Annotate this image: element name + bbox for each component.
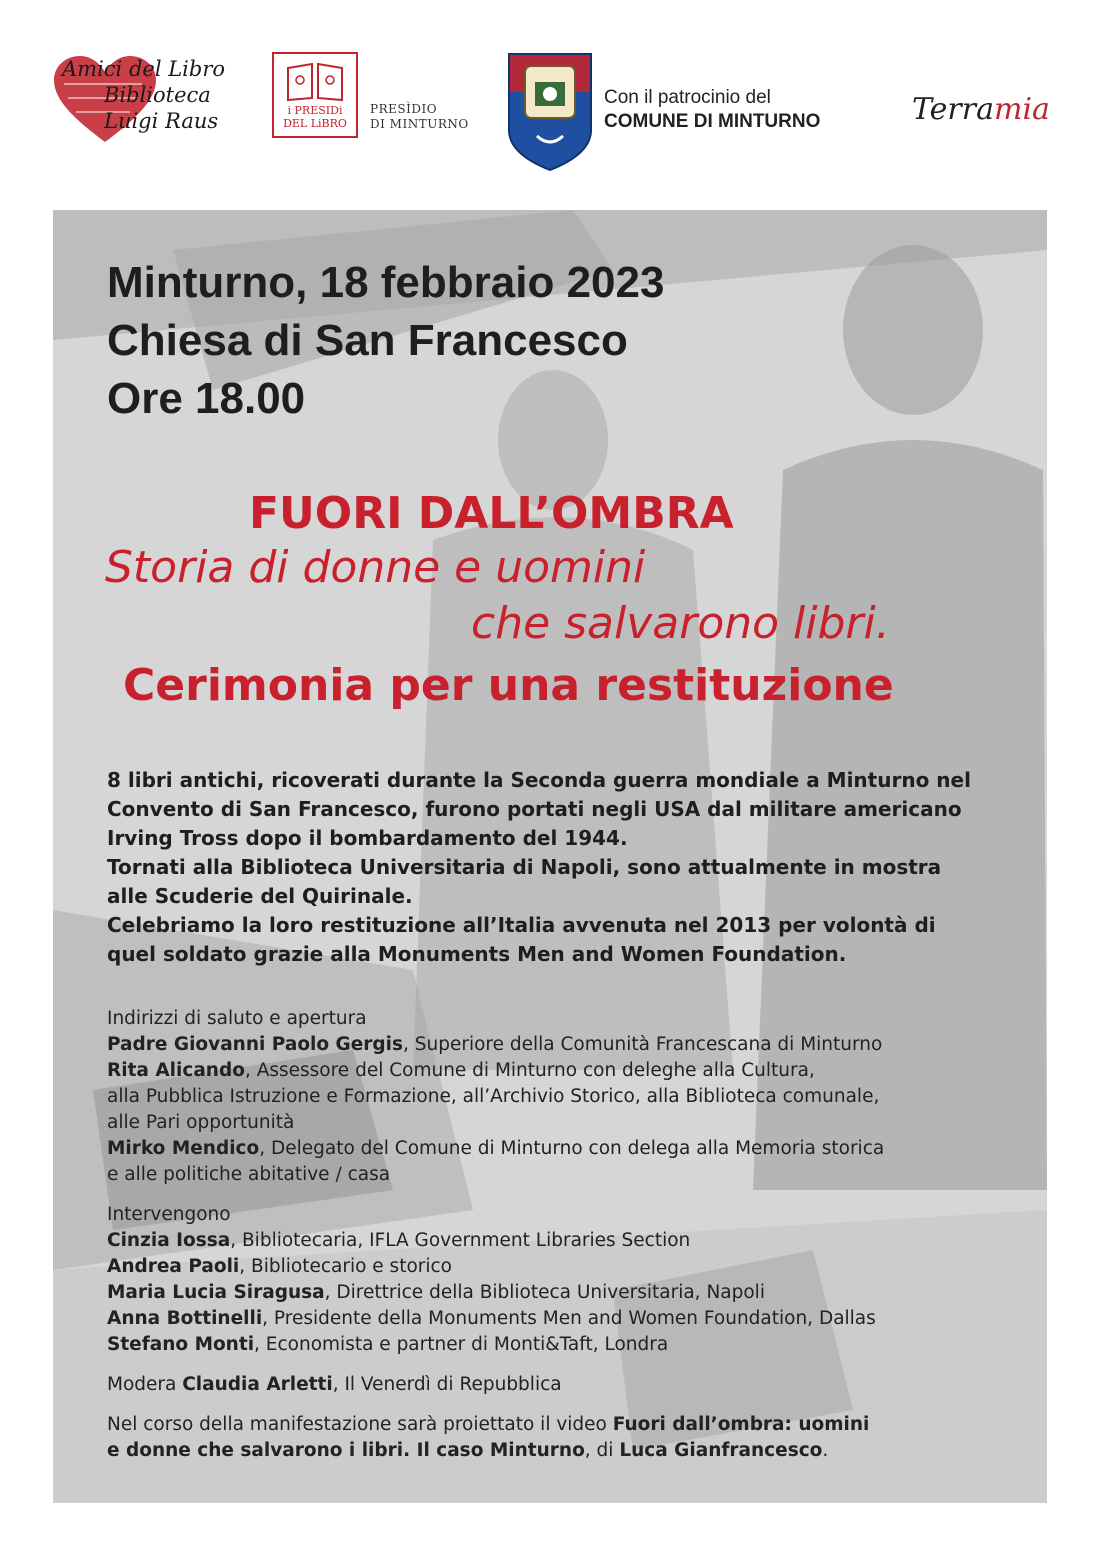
description [107,766,1037,969]
presidi-label [274,104,356,130]
presidio-line-2: DI MINTURNO [370,117,469,131]
video-text: , di [584,1440,620,1461]
poster-content [53,210,1047,1503]
patrocinio-line-2: COMUNE DI MINTURNO [604,111,821,132]
person-name: Cinzia Iossa [107,1230,231,1251]
description-line: Convento di San Francesco, furono portati negli USA dal militare americano [107,797,962,821]
event-date: Minturno, 18 febbraio 2023 [107,258,665,307]
speaker-item [107,1332,1037,1358]
greeting-item-cont: e alle politiche abitative / casa [107,1164,391,1185]
video-author: Luca Gianfrancesco [619,1440,823,1461]
person-name: Maria Lucia Siragusa [107,1282,325,1303]
terramia-part-2: mia [994,92,1050,127]
speaker-item [107,1280,1037,1306]
ceremony-title: Cerimonia per una restituzione [123,660,894,711]
video-title: Fuori dall’ombra: uomini [612,1414,870,1435]
foundation-name: Monuments Men and Women Foundation [377,942,839,966]
poster [53,210,1047,1503]
speaker-item [107,1306,1037,1332]
amici-text [62,56,225,134]
speakers-heading: Intervengono [107,1204,231,1225]
spacer [107,1398,1037,1412]
person-name: Padre Giovanni Paolo Gergis [107,1034,403,1055]
spacer [107,1188,1037,1202]
moderator [107,1372,1037,1398]
person-role: , Presidente della Monuments Men and Women Foundation, Dallas [262,1308,876,1329]
person-name: Stefano Monti [107,1334,255,1355]
minturno-crest-icon [507,52,593,172]
irving-tross-name: Irving Tross [107,826,239,850]
program [107,1006,1037,1464]
description-text: quel soldato grazie alla [107,942,378,966]
subtitle-line-2: che salvarono libri. [471,598,890,649]
moderator-prefix: Modera [107,1374,183,1395]
person-name: Andrea Paoli [107,1256,240,1277]
patrocinio-line-1: Con il patrocinio del [604,87,771,108]
person-role: , Assessore del Comune di Minturno con deleghe alla Cultura, [244,1060,815,1081]
person-role: , Bibliotecario e storico [239,1256,452,1277]
description-line [107,940,1037,969]
greeting-item-cont: alla Pubblica Istruzione e Formazione, all’Archivio Storico, alla Biblioteca comunale, [107,1086,880,1107]
description-line: 8 libri antichi, ricoverati durante la Seconda guerra mondiale a Minturno nel [107,768,971,792]
description-line: alle Scuderie del Quirinale. [107,884,413,908]
patrocinio-text [604,86,820,134]
person-name: Claudia Arletti [182,1374,333,1395]
books-icon [284,62,346,102]
spacer [107,1358,1037,1372]
amici-line-2: Biblioteca [104,83,211,107]
event-info [107,254,664,428]
amici-del-libro-logo [50,50,250,150]
amici-line-1: Amici del Libro [62,57,225,81]
greetings-heading: Indirizzi di saluto e apertura [107,1008,367,1029]
description-line: Tornati alla Biblioteca Universitaria di Napoli, sono attualmente in mostra [107,855,942,879]
presidio-minturno-text [370,102,469,132]
main-title: FUORI DALL’OMBRA [249,488,734,539]
header [0,0,1100,200]
greeting-item [107,1032,1037,1058]
greeting-item [107,1136,1037,1162]
person-role: , Direttrice della Biblioteca Universitaria, Napoli [324,1282,765,1303]
presidio-line-1: PRESÌDIO [370,102,438,116]
terramia-part-1: Terra [912,92,995,127]
amici-line-3: Luigi Raus [104,109,219,133]
greeting-item-cont: alle Pari opportunità [107,1112,295,1133]
description-text: dopo il bombardamento del 1944. [238,826,628,850]
person-role: , Economista e partner di Monti&Taft, Londra [254,1334,669,1355]
event-place: Chiesa di San Francesco [107,316,628,365]
person-role: , Il Venerdì di Repubblica [332,1374,562,1395]
presidi-label-line-2: DEL LiBRO [283,117,347,130]
speaker-item [107,1254,1037,1280]
presidi-del-libro-logo [272,52,358,138]
speaker-item [107,1228,1037,1254]
person-role: , Delegato del Comune di Minturno con delega alla Memoria storica [259,1138,885,1159]
person-role: , Bibliotecaria, IFLA Government Libraries Section [230,1230,691,1251]
video-title: e donne che salvarono i libri. Il caso Minturno [107,1440,585,1461]
event-time: Ore 18.00 [107,374,306,423]
terramia-logo [912,92,1050,127]
description-text: . [838,942,847,966]
person-role: , Superiore della Comunità Francescana di Minturno [403,1034,883,1055]
video-note [107,1438,1037,1464]
video-prefix: Nel corso della manifestazione sarà proiettato il video [107,1414,613,1435]
person-name: Rita Alicando [107,1060,245,1081]
presidi-label-line-1: i PRESIDi [287,104,343,117]
subtitle-line-1: Storia di donne e uomini [105,542,646,593]
person-name: Mirko Mendico [107,1138,260,1159]
description-line [107,824,1037,853]
person-name: Anna Bottinelli [107,1308,263,1329]
video-text: . [822,1440,829,1461]
video-note [107,1412,1037,1438]
greeting-item [107,1058,1037,1084]
description-line: Celebriamo la loro restituzione all’Italia avvenuta nel 2013 per volontà di [107,913,936,937]
